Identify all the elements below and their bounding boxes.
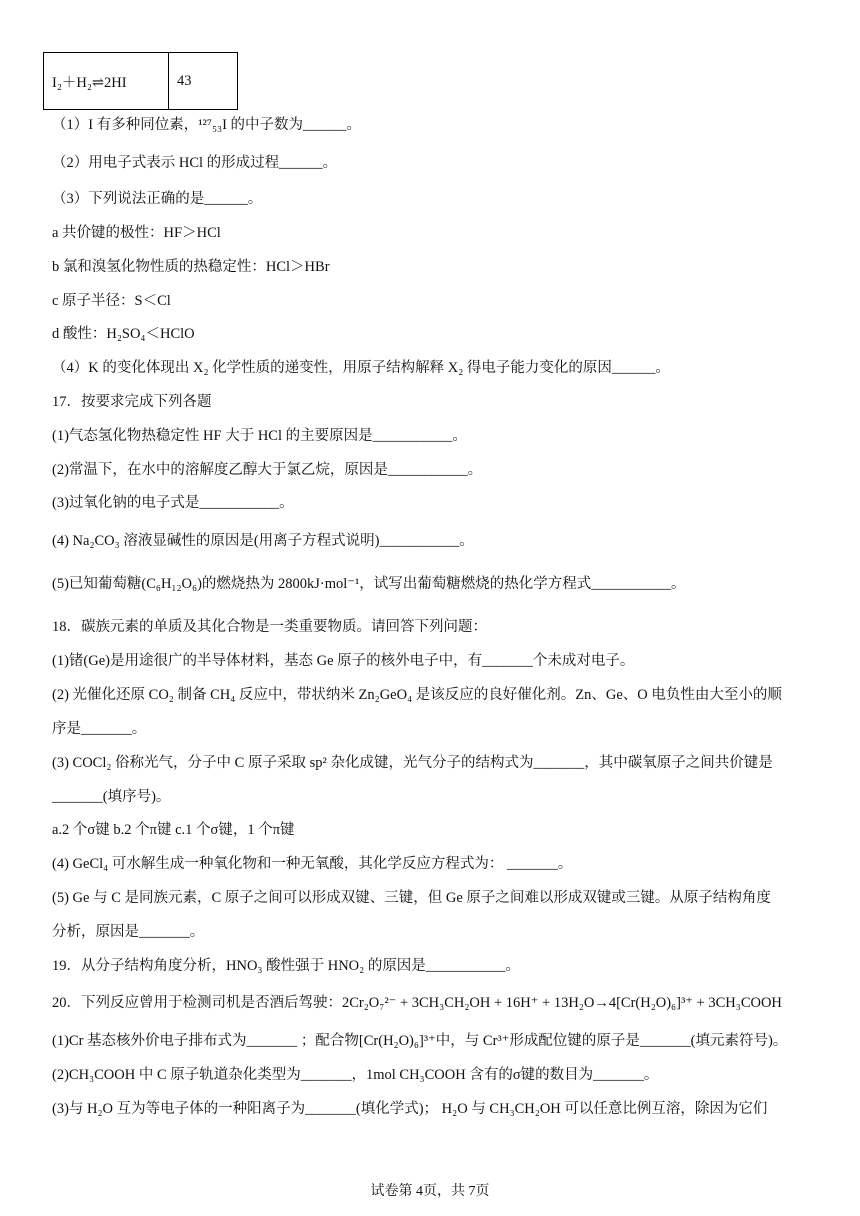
text-line: _______(填序号)。	[52, 789, 171, 805]
reaction-table	[43, 52, 238, 110]
text-line: (3)与 H₂O 互为等电子体的一种阳离子为_______(填化学式)； H₂O 与 CH₃CH₂OH 可以任意比例互溶，除因为它们	[52, 1101, 768, 1117]
value-cell: 43	[169, 53, 238, 110]
text-line: 18．碳族元素的单质及其化合物是一类重要物质。请回答下列问题：	[52, 619, 487, 635]
text-line: (3) COCl₂ 俗称光气，分子中 C 原子采取 sp² 杂化成键，光气分子的结构式为_______，其中碳氧原子之间共价键是	[52, 755, 773, 771]
text-line: (1)锗(Ge)是用途很广的半导体材料，基态 Ge 原子的核外电子中，有_______个未成对电子。	[52, 653, 635, 669]
text-line: (2)CH₃COOH 中 C 原子轨道杂化类型为_______，1mol CH₃COOH 含有的σ键的数目为_______。	[52, 1067, 659, 1083]
text-line: (1)Cr 基态核外价电子排布式为_______ ；配合物[Cr(H₂O)₆]³⁺中，与 Cr³⁺形成配位键的原子是_______(填元素符号)。	[52, 1033, 788, 1049]
text-line: (2) 光催化还原 CO₂ 制备 CH₄ 反应中，带状纳米 Zn₂GeO₄ 是该反应的良好催化剂。Zn、Ge、O 电负性由大至小的顺	[52, 687, 782, 703]
text-line: （4）K 的变化体现出 X₂ 化学性质的递变性，用原子结构解释 X₂ 得电子能力变化的原因______。	[52, 360, 670, 376]
text-line: (5)已知葡萄糖(C₆H₁₂O₆)的燃烧热为 2800kJ·mol⁻¹，试写出葡萄糖燃烧的热化学方程式___________。	[52, 576, 686, 592]
table-row	[44, 53, 238, 110]
text-line: 分析，原因是_______。	[52, 924, 205, 940]
text-line: a 共价键的极性：HF＞HCl	[52, 225, 221, 241]
text-line: (2)常温下，在水中的溶解度乙醇大于氯乙烷，原因是___________。	[52, 462, 483, 478]
text-line: (3)过氧化钠的电子式是___________。	[52, 495, 294, 511]
text-line: 序是_______。	[52, 721, 147, 737]
text-line: d 酸性：H₂SO₄＜HClO	[52, 326, 195, 342]
text-line: （3）下列说法正确的是______。	[52, 191, 263, 207]
text-line: (1)气态氢化物热稳定性 HF 大于 HCl 的主要原因是___________。	[52, 428, 467, 444]
text-line: c 原子半径：S＜Cl	[52, 293, 171, 309]
text-line: 17．按要求完成下列各题	[52, 394, 212, 410]
text-line: （2）用电子式表示 HCl 的形成过程______。	[52, 155, 338, 171]
text-line: (4) GeCl₄ 可水解生成一种氧化物和一种无氧酸，其化学反应方程式为： _______。	[52, 856, 573, 872]
text-line: （1）I 有多种同位素，¹²⁷₅₃I 的中子数为______。	[52, 117, 362, 133]
reaction-cell: I₂＋H₂⇌2HI	[44, 53, 169, 110]
text-line: 19．从分子结构角度分析，HNO₃ 酸性强于 HNO₂ 的原因是___________。	[52, 958, 521, 974]
text-line: (4) Na₂CO₃ 溶液显碱性的原因是(用离子方程式说明)___________。	[52, 533, 474, 549]
text-line: b 氯和溴氢化物性质的热稳定性：HCl＞HBr	[52, 259, 330, 275]
page-footer: 试卷第 4页，共 7页	[370, 1184, 490, 1199]
text-line: a.2 个σ键 b.2 个π键 c.1 个σ键，1 个π键	[52, 822, 295, 838]
text-line: 20．下列反应曾用于检测司机是否酒后驾驶：2Cr₂O₇²⁻ + 3CH₃CH₂OH + 16H⁺ + 13H₂O→4[Cr(H₂O)₆]³⁺ + 3CH₃COOH	[52, 995, 782, 1011]
text-line: (5) Ge 与 C 是同族元素，C 原子之间可以形成双键、三键，但 Ge 原子之间难以形成双键或三键。从原子结构角度	[52, 890, 771, 906]
